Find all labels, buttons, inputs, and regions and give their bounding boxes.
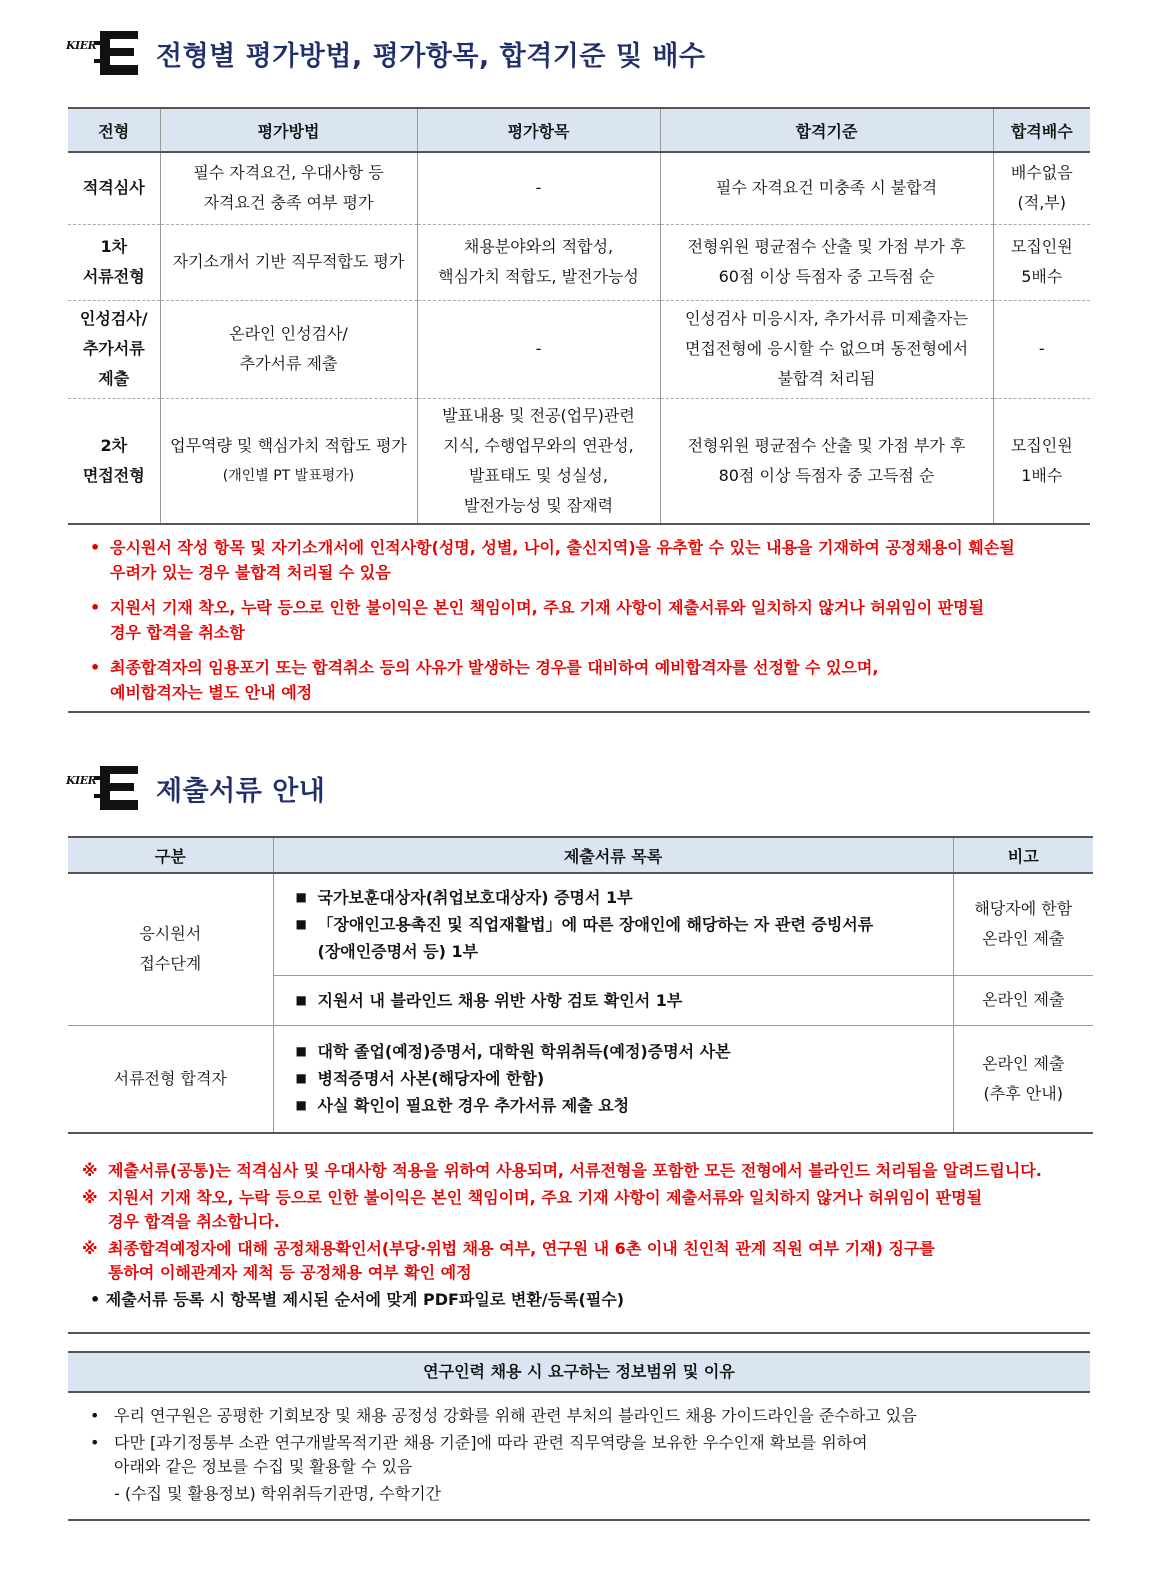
remark-line: 온라인 제출 (982, 990, 1065, 1009)
document-line: 「장애인고용촉진 및 직업재활법」에 따른 장애인에 해당하는 자 관련 증빙서류 (317, 914, 874, 934)
multiple-line: - (1038, 339, 1045, 358)
bullet-icon: • (90, 598, 101, 617)
method-line: 자격요건 충족 여부 평가 (203, 193, 374, 213)
bullet-icon: • (90, 538, 101, 557)
reference-note (82, 1159, 1082, 1183)
document-list-cell (273, 1025, 953, 1133)
stage-cell (68, 224, 160, 300)
info-bullet (68, 1431, 1090, 1479)
method-cell (160, 224, 417, 300)
stage-line: 적격심사 (82, 178, 145, 198)
items-line: 발표내용 및 전공(업무)관련 (442, 405, 635, 425)
header-category: 구분 (68, 837, 273, 873)
note-item (68, 655, 1090, 705)
note-line: 경우 합격을 취소함 (110, 623, 245, 642)
reference-line: 최종합격예정자에 대해 공정채용확인서(부당·위법 채용 여부, 연구원 내 6촌 이내 친인척 관계 직원 여부 기재) 징구를 (108, 1239, 935, 1258)
square-bullet-icon: ■ (295, 1098, 307, 1113)
method-note: (개인별 PT 발표평가) (222, 467, 355, 484)
multiple-line: 배수없음 (1010, 163, 1073, 183)
logo-mark-icon (94, 764, 140, 812)
stage-line: 인성검사/ (79, 309, 148, 328)
method-line: 업무역량 및 핵심가치 적합도 평가 (170, 435, 407, 455)
items-line: 핵심가치 적합도, 발전가능성 (438, 267, 639, 286)
header-criteria: 합격기준 (660, 108, 993, 152)
note-line: 지원서 기재 착오, 누락 등으로 인한 불이익은 본인 책임이며, 주요 기재 사항이 제출서류와 일치하지 않거나 허위임이 판명될 (110, 598, 985, 617)
multiple-line: (적,부) (1017, 193, 1066, 213)
method-line: 자기소개서 기반 직무적합도 평가 (172, 252, 405, 271)
remark-line: 온라인 제출 (982, 929, 1065, 949)
note-item (68, 535, 1090, 585)
bottom-divider (68, 1519, 1090, 1521)
method-line: 추가서류 제출 (239, 354, 338, 373)
criteria-cell (660, 152, 993, 224)
section1-notes (68, 535, 1090, 715)
items-line: 발전가능성 및 잠재력 (463, 495, 614, 515)
category-line: 응시원서 (139, 924, 202, 944)
reference-line: 지원서 기재 착오, 누락 등으로 인한 불이익은 본인 책임이며, 주요 기재 사항이 제출서류와 일치하지 않거나 허위임이 판명될 (108, 1188, 983, 1207)
document-list-cell (273, 873, 953, 975)
section2-header (68, 761, 325, 815)
evaluation-row (68, 300, 1090, 398)
method-cell (160, 300, 417, 398)
section1-header (68, 26, 706, 80)
criteria-line: 불합격 처리됨 (777, 369, 876, 388)
document-line: 병적증명서 사본(해당자에 한함) (317, 1069, 545, 1089)
section2-divider (68, 1332, 1090, 1334)
multiple-cell (993, 152, 1090, 224)
header-items: 평가항목 (417, 108, 660, 152)
criteria-line: 전형위원 평균점수 산출 및 가점 부가 후 (687, 237, 966, 256)
bullet-icon: • (90, 1433, 100, 1452)
document-item (294, 1065, 949, 1092)
criteria-line: 인성검사 미응시자, 추가서류 미제출자는 (684, 309, 969, 328)
document-item (294, 1038, 949, 1065)
evaluation-table (68, 107, 1090, 525)
documents-row (68, 873, 1093, 975)
document-item (294, 987, 949, 1014)
document-item (294, 911, 949, 965)
multiple-line: 모집인원 (1010, 237, 1073, 256)
document-item (294, 884, 949, 911)
remark-line: (추후 안내) (983, 1083, 1063, 1103)
category-cell (68, 873, 273, 1025)
items-line: 채용분야와의 적합성, (463, 237, 614, 256)
note-line: 최종합격자의 임용포기 또는 합격취소 등의 사유가 발생하는 경우를 대비하여 예비합격자를 선정할 수 있으며, (110, 658, 879, 677)
header-remark: 비고 (953, 837, 1093, 873)
info-sub: - (수집 및 활용정보) 학위취득기관명, 수학기간 (114, 1484, 441, 1503)
evaluation-row (68, 224, 1090, 300)
header-multiple: 합격배수 (993, 108, 1090, 152)
criteria-cell (660, 224, 993, 300)
criteria-cell (660, 398, 993, 524)
criteria-cell (660, 300, 993, 398)
kier-logo-2 (68, 764, 136, 812)
header-document-list: 제출서류 목록 (273, 837, 953, 873)
document-item (294, 1092, 949, 1119)
reference-mark-icon: ※ (82, 1161, 98, 1180)
document-line: (장애인증명서 등) 1부 (317, 941, 479, 961)
document-line: 사실 확인이 필요한 경우 추가서류 제출 요청 (317, 1096, 630, 1116)
evaluation-header-row (68, 108, 1090, 152)
stage-line: 면접전형 (82, 465, 145, 485)
note-line: 우려가 있는 경우 불합격 처리될 수 있음 (110, 563, 391, 582)
stage-line: 제출 (98, 369, 130, 388)
document-line: 대학 졸업(예정)증명서, 대학원 학위취득(예정)증명서 사본 (317, 1042, 731, 1062)
reference-line: 경우 합격을 취소합니다. (108, 1212, 280, 1231)
document-line: 국가보훈대상자(취업보호대상자) 증명서 1부 (317, 887, 633, 907)
multiple-cell (993, 398, 1090, 524)
items-cell (417, 300, 660, 398)
multiple-cell (993, 224, 1090, 300)
kier-logo (68, 29, 136, 77)
criteria-line: 80점 이상 득점자 중 고득점 순 (718, 465, 935, 485)
items-cell (417, 398, 660, 524)
reference-mark-icon: ※ (82, 1239, 98, 1258)
stage-line: 서류전형 (82, 267, 145, 286)
multiple-line: 1배수 (1021, 465, 1063, 485)
evaluation-row (68, 152, 1090, 224)
reference-note (82, 1186, 1082, 1234)
category-line: 접수단계 (139, 954, 202, 974)
items-cell (417, 152, 660, 224)
reference-mark-icon: ※ (82, 1188, 98, 1207)
remark-line: 해당자에 한함 (974, 899, 1073, 919)
multiple-line: 5배수 (1021, 267, 1063, 286)
criteria-line: 전형위원 평균점수 산출 및 가점 부가 후 (687, 435, 966, 455)
info-title: 연구인력 채용 시 요구하는 정보범위 및 이유 (68, 1351, 1090, 1393)
info-line: 다만 [과기정통부 소관 연구개발목적기관 채용 기준]에 따라 관련 직무역량을 보유한 우수인재 확보를 위하여 (114, 1433, 868, 1452)
multiple-line: 모집인원 (1010, 435, 1073, 455)
reference-line: 제출서류(공통)는 적격심사 및 우대사항 적용을 위하여 사용되며, 서류전형을 포함한 모든 전형에서 블라인드 처리됨을 알려드립니다. (108, 1161, 1042, 1180)
bullet-icon: • (90, 1406, 100, 1425)
remark-cell (953, 1025, 1093, 1133)
header-method: 평가방법 (160, 108, 417, 152)
method-cell (160, 152, 417, 224)
method-line: 온라인 인성검사/ (229, 324, 348, 343)
info-line: 우리 연구원은 공평한 기회보장 및 채용 공정성 강화를 위해 관련 부처의 블라인드 채용 가이드라인을 준수하고 있음 (114, 1406, 917, 1425)
logo-text-2: KIER (66, 774, 97, 787)
documents-table (68, 836, 1093, 1134)
note-line: 예비합격자는 별도 안내 예정 (110, 683, 313, 702)
method-line: 필수 자격요건, 우대사항 등 (193, 163, 384, 183)
square-bullet-icon: ■ (295, 889, 307, 904)
section2-notes (82, 1159, 1082, 1312)
info-line: 아래와 같은 정보를 수집 및 활용할 수 있음 (114, 1457, 413, 1476)
category-cell (68, 1025, 273, 1133)
square-bullet-icon: ■ (295, 916, 307, 931)
stage-cell (68, 398, 160, 524)
section1-title: 전형별 평가방법, 평가항목, 합격기준 및 배수 (156, 40, 706, 72)
evaluation-row (68, 398, 1090, 524)
header-stage: 전형 (68, 108, 160, 152)
items-line: 발표태도 및 성실성, (469, 465, 608, 485)
stage-line: 추가서류 (82, 339, 145, 358)
items-line: 지식, 수행업무와의 연관성, (443, 435, 634, 455)
method-cell (160, 398, 417, 524)
multiple-cell (993, 300, 1090, 398)
document-line: 지원서 내 블라인드 채용 위반 사항 검토 확인서 1부 (317, 990, 683, 1010)
documents-header-row (68, 837, 1093, 873)
remark-cell (953, 873, 1093, 975)
square-bullet-icon: ■ (295, 1044, 307, 1059)
category-line: 서류전형 합격자 (113, 1068, 227, 1088)
section1-divider (68, 711, 1090, 713)
items-cell (417, 224, 660, 300)
stage-cell (68, 300, 160, 398)
criteria-line: 60점 이상 득점자 중 고득점 순 (718, 267, 935, 286)
items-line: - (535, 339, 542, 358)
reference-note (82, 1237, 1082, 1285)
document-list-cell (273, 975, 953, 1025)
reference-line: 통하여 이해관계자 제척 등 공정채용 여부 확인 예정 (108, 1263, 472, 1282)
stage-cell (68, 152, 160, 224)
note-item (68, 595, 1090, 645)
logo-mark-icon (94, 29, 140, 77)
remark-cell (953, 975, 1093, 1025)
info-bullet (68, 1404, 1090, 1428)
info-body (68, 1404, 1090, 1506)
criteria-line: 필수 자격요건 미충족 시 불합격 (715, 178, 938, 198)
note-line: 응시원서 작성 항목 및 자기소개서에 인적사항(성명, 성별, 나이, 출신지역)을 유추할 수 있는 내용을 기재하여 공정채용이 훼손될 (110, 538, 1015, 557)
logo-text: KIER (66, 39, 97, 52)
square-bullet-icon: ■ (295, 1071, 307, 1086)
square-bullet-icon: ■ (295, 992, 307, 1007)
stage-line: 1차 (100, 237, 128, 256)
stage-line: 2차 (100, 435, 128, 455)
remark-line: 온라인 제출 (982, 1053, 1065, 1073)
bullet-icon: • (90, 658, 101, 677)
items-line: - (535, 178, 542, 198)
pdf-note: • 제출서류 등록 시 항목별 제시된 순서에 맞게 PDF파일로 변환/등록(필수) (90, 1290, 625, 1309)
documents-row (68, 1025, 1093, 1133)
criteria-line: 면접전형에 응시할 수 없으며 동전형에서 (684, 339, 969, 358)
section2-title: 제출서류 안내 (156, 775, 326, 807)
